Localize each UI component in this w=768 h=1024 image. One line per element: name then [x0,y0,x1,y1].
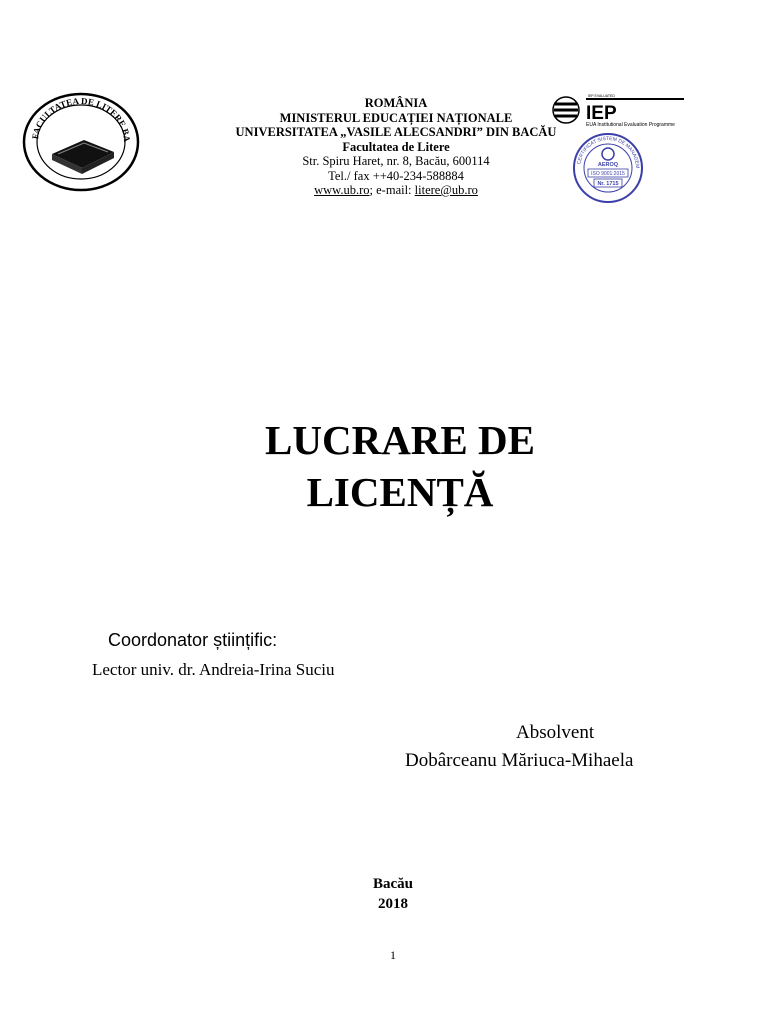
address-line: Str. Spiru Haret, nr. 8, Bacău, 600114 [302,154,490,168]
contact-line [180,183,612,198]
country-line: ROMÂNIA [364,96,428,110]
document-title [0,414,768,518]
city: Bacău [372,876,413,892]
email-link[interactable]: litere@ub.ro [414,183,478,197]
aeroq-number: Nr. 1715 [597,181,619,187]
page-number: 1 [390,948,396,962]
graduate-name: Dobârceanu Măriuca-Mihaela [405,750,634,771]
iep-title: IEP [586,103,617,124]
place-and-year [0,874,768,914]
aeroq-name: AEROQ [597,162,619,168]
phone-line: Tel./ fax ++40-234-588884 [328,168,464,183]
seal-ring-text: FACULTATEA DE LITERE BA [30,95,133,143]
coordinator-label: Coordonator științific: [108,630,278,650]
aeroq-iso: ISO 9001:2015 [591,171,625,177]
title-line-2: LICENȚĂ [306,469,494,515]
iep-subtitle: EUA Institutional Evaluation Programme [586,122,675,128]
graduate-label: Absolvent [516,722,595,743]
title-line-1: LUCRARE DE [265,417,535,463]
aeroq-certification-logo [572,132,644,204]
institution-header [180,96,612,198]
iep-logo [552,92,686,132]
iep-top-text: IEP EVALUATED [588,94,615,98]
website-link[interactable]: www.ub.ro [314,183,370,197]
email-prefix: ; e-mail: [369,183,415,197]
aeroq-ring-text: CERTIFICAT SISTEM DE MANAGEM [576,135,641,169]
year: 2018 [378,896,408,912]
coordinator-name: Lector univ. dr. Andreia-Irina Suciu [92,660,335,679]
faculty-line: Facultatea de Litere [342,139,450,154]
faculty-seal-logo [22,92,140,192]
ministry-line: MINISTERUL EDUCAȚIEI NAȚIONALE [279,110,513,125]
university-line: UNIVERSITATEA „VASILE ALECSANDRI” DIN BACĂU [235,125,557,139]
